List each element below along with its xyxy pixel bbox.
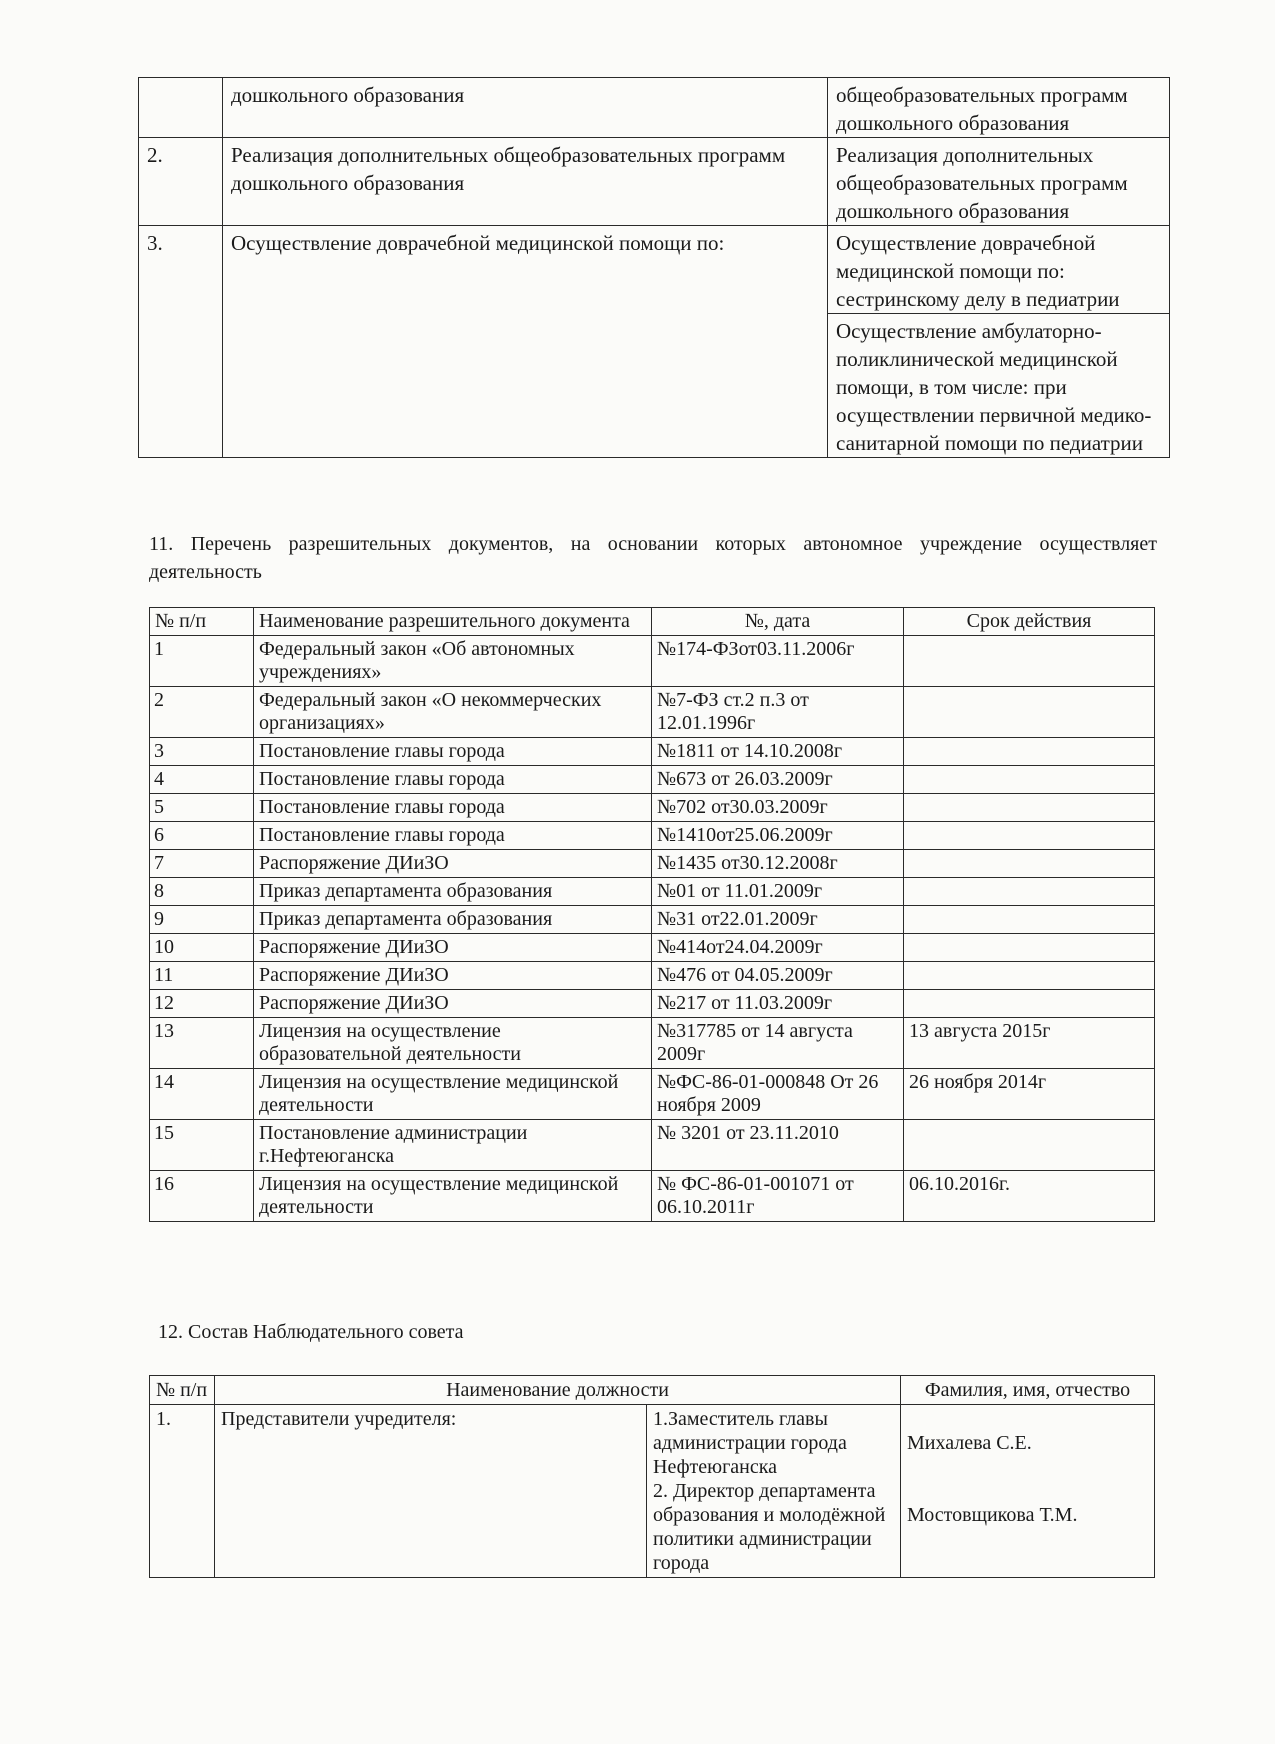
document-name: Распоряжение ДИиЗО bbox=[254, 934, 652, 962]
fio-1: Михалева С.Е. bbox=[907, 1432, 1032, 1454]
document-name: Лицензия на осуществление образовательной деятельности bbox=[254, 1018, 652, 1069]
position-2: 2. Директор департамента образования и молодёжной политики администрации города bbox=[653, 1480, 886, 1574]
document-name: Постановление главы города bbox=[254, 738, 652, 766]
table-row bbox=[150, 766, 1155, 794]
table-header-row bbox=[150, 1376, 1155, 1405]
document-name: Лицензия на осуществление медицинской деятельности bbox=[254, 1171, 652, 1222]
header-num: № п/п bbox=[150, 1376, 215, 1405]
document-name: Приказ департамента образования bbox=[254, 878, 652, 906]
service-description: Реализация дополнительных общеобразовательных программ дошкольного образования bbox=[828, 138, 1170, 226]
document-name: Постановление администрации г.Нефтеюганска bbox=[254, 1120, 652, 1171]
document-number-date: №1811 от 14.10.2008г bbox=[652, 738, 904, 766]
document-number-date: №317785 от 14 августа 2009г bbox=[652, 1018, 904, 1069]
service-description: Осуществление доврачебной медицинской помощи по: сестринскому делу в педиатрии bbox=[828, 226, 1170, 314]
document-name: Лицензия на осуществление медицинской деятельности bbox=[254, 1069, 652, 1120]
document-number-date: №1410от25.06.2009г bbox=[652, 822, 904, 850]
table-row bbox=[150, 1120, 1155, 1171]
fio-2: Мостовщикова Т.М. bbox=[907, 1504, 1078, 1526]
table-row bbox=[139, 138, 1170, 226]
document-number-date: №1435 от30.12.2008г bbox=[652, 850, 904, 878]
document-name: Распоряжение ДИиЗО bbox=[254, 990, 652, 1018]
permits-table-body bbox=[150, 636, 1155, 1222]
table-row bbox=[150, 1405, 1155, 1578]
row-number: 16 bbox=[150, 1171, 254, 1222]
document-name: Приказ департамента образования bbox=[254, 906, 652, 934]
document-number-date: № 3201 от 23.11.2010 bbox=[652, 1120, 904, 1171]
table-row bbox=[150, 962, 1155, 990]
service-description: общеобразовательных программ дошкольного образования bbox=[828, 78, 1170, 138]
document-number-date: №31 от22.01.2009г bbox=[652, 906, 904, 934]
service-description: Осуществление амбулаторно-поликлинической медицинской помощи, в том числе: при осуществлении первичной медико-санитарной помощи по педиатрии bbox=[828, 314, 1170, 458]
document-number-date: №702 от30.03.2009г bbox=[652, 794, 904, 822]
row-number: 12 bbox=[150, 990, 254, 1018]
header-validity: Срок действия bbox=[904, 608, 1155, 636]
document-number-date: №476 от 04.05.2009г bbox=[652, 962, 904, 990]
section-11-title: 11. Перечень разрешительных документов, на основании которых автономное учреждение осуществляет деятельность bbox=[149, 533, 1157, 583]
document-number-date: №414от24.04.2009г bbox=[652, 934, 904, 962]
row-number: 7 bbox=[150, 850, 254, 878]
document-validity bbox=[904, 687, 1155, 738]
row-number: 13 bbox=[150, 1018, 254, 1069]
document-name: Постановление главы города bbox=[254, 794, 652, 822]
document-validity bbox=[904, 850, 1155, 878]
document-validity bbox=[904, 878, 1155, 906]
header-name: Наименование разрешительного документа bbox=[254, 608, 652, 636]
header-num: № п/п bbox=[150, 608, 254, 636]
table-row bbox=[150, 906, 1155, 934]
document-validity bbox=[904, 1120, 1155, 1171]
table-row bbox=[150, 822, 1155, 850]
document-number-date: №7-ФЗ ст.2 п.3 от 12.01.1996г bbox=[652, 687, 904, 738]
document-name: Федеральный закон «О некоммерческих организациях» bbox=[254, 687, 652, 738]
row-number: 9 bbox=[150, 906, 254, 934]
document-name: Постановление главы города bbox=[254, 766, 652, 794]
row-number: 1. bbox=[150, 1405, 215, 1578]
table-row bbox=[150, 1069, 1155, 1120]
table-row bbox=[150, 1171, 1155, 1222]
document-validity bbox=[904, 738, 1155, 766]
document-number-date: №01 от 11.01.2009г bbox=[652, 878, 904, 906]
header-fio: Фамилия, имя, отчество bbox=[901, 1376, 1155, 1405]
table-row bbox=[150, 794, 1155, 822]
row-number: 4 bbox=[150, 766, 254, 794]
services-table bbox=[138, 77, 1170, 458]
document-validity: 13 августа 2015г bbox=[904, 1018, 1155, 1069]
document-name: Постановление главы города bbox=[254, 822, 652, 850]
document-validity bbox=[904, 636, 1155, 687]
header-number-date: №, дата bbox=[652, 608, 904, 636]
section-12-title: 12. Состав Наблюдательного совета bbox=[158, 1321, 464, 1343]
board-table bbox=[149, 1375, 1155, 1578]
document-number-date: №174-ФЗот03.11.2006г bbox=[652, 636, 904, 687]
table-row bbox=[150, 738, 1155, 766]
document-validity: 26 ноября 2014г bbox=[904, 1069, 1155, 1120]
row-number: 3. bbox=[139, 226, 223, 458]
document-number-date: №ФС-86-01-000848 От 26 ноября 2009 bbox=[652, 1069, 904, 1120]
fio-cell bbox=[901, 1405, 1155, 1578]
table-row bbox=[139, 226, 1170, 314]
row-number: 2 bbox=[150, 687, 254, 738]
row-number bbox=[139, 78, 223, 138]
document-validity bbox=[904, 822, 1155, 850]
document-validity bbox=[904, 990, 1155, 1018]
service-name: Осуществление доврачебной медицинской помощи по: bbox=[223, 226, 828, 458]
row-number: 5 bbox=[150, 794, 254, 822]
document-validity: 06.10.2016г. bbox=[904, 1171, 1155, 1222]
document-validity bbox=[904, 962, 1155, 990]
group-label: Представители учредителя: bbox=[215, 1405, 647, 1578]
table-row bbox=[150, 850, 1155, 878]
permits-table bbox=[149, 607, 1155, 1222]
row-number: 15 bbox=[150, 1120, 254, 1171]
table-row bbox=[150, 990, 1155, 1018]
document-name: Распоряжение ДИиЗО bbox=[254, 962, 652, 990]
row-number: 8 bbox=[150, 878, 254, 906]
position-1: 1.Заместитель главы администрации города Нефтеюганска bbox=[653, 1408, 847, 1478]
row-number: 2. bbox=[139, 138, 223, 226]
row-number: 14 bbox=[150, 1069, 254, 1120]
row-number: 11 bbox=[150, 962, 254, 990]
row-number: 10 bbox=[150, 934, 254, 962]
document-validity bbox=[904, 766, 1155, 794]
service-name: дошкольного образования bbox=[223, 78, 828, 138]
table-row bbox=[150, 636, 1155, 687]
document-validity bbox=[904, 934, 1155, 962]
table-row bbox=[150, 1018, 1155, 1069]
document-name: Распоряжение ДИиЗО bbox=[254, 850, 652, 878]
document-name: Федеральный закон «Об автономных учреждениях» bbox=[254, 636, 652, 687]
table-header-row bbox=[150, 608, 1155, 636]
row-number: 6 bbox=[150, 822, 254, 850]
header-position: Наименование должности bbox=[215, 1376, 901, 1405]
document-number-date: № ФС-86-01-001071 от 06.10.2011г bbox=[652, 1171, 904, 1222]
document-validity bbox=[904, 906, 1155, 934]
table-row bbox=[150, 687, 1155, 738]
document-number-date: №217 от 11.03.2009г bbox=[652, 990, 904, 1018]
document-validity bbox=[904, 794, 1155, 822]
service-name: Реализация дополнительных общеобразовательных программ дошкольного образования bbox=[223, 138, 828, 226]
table-row bbox=[150, 934, 1155, 962]
positions-cell bbox=[647, 1405, 901, 1578]
document-number-date: №673 от 26.03.2009г bbox=[652, 766, 904, 794]
row-number: 1 bbox=[150, 636, 254, 687]
row-number: 3 bbox=[150, 738, 254, 766]
table-row bbox=[139, 78, 1170, 138]
table-row bbox=[150, 878, 1155, 906]
